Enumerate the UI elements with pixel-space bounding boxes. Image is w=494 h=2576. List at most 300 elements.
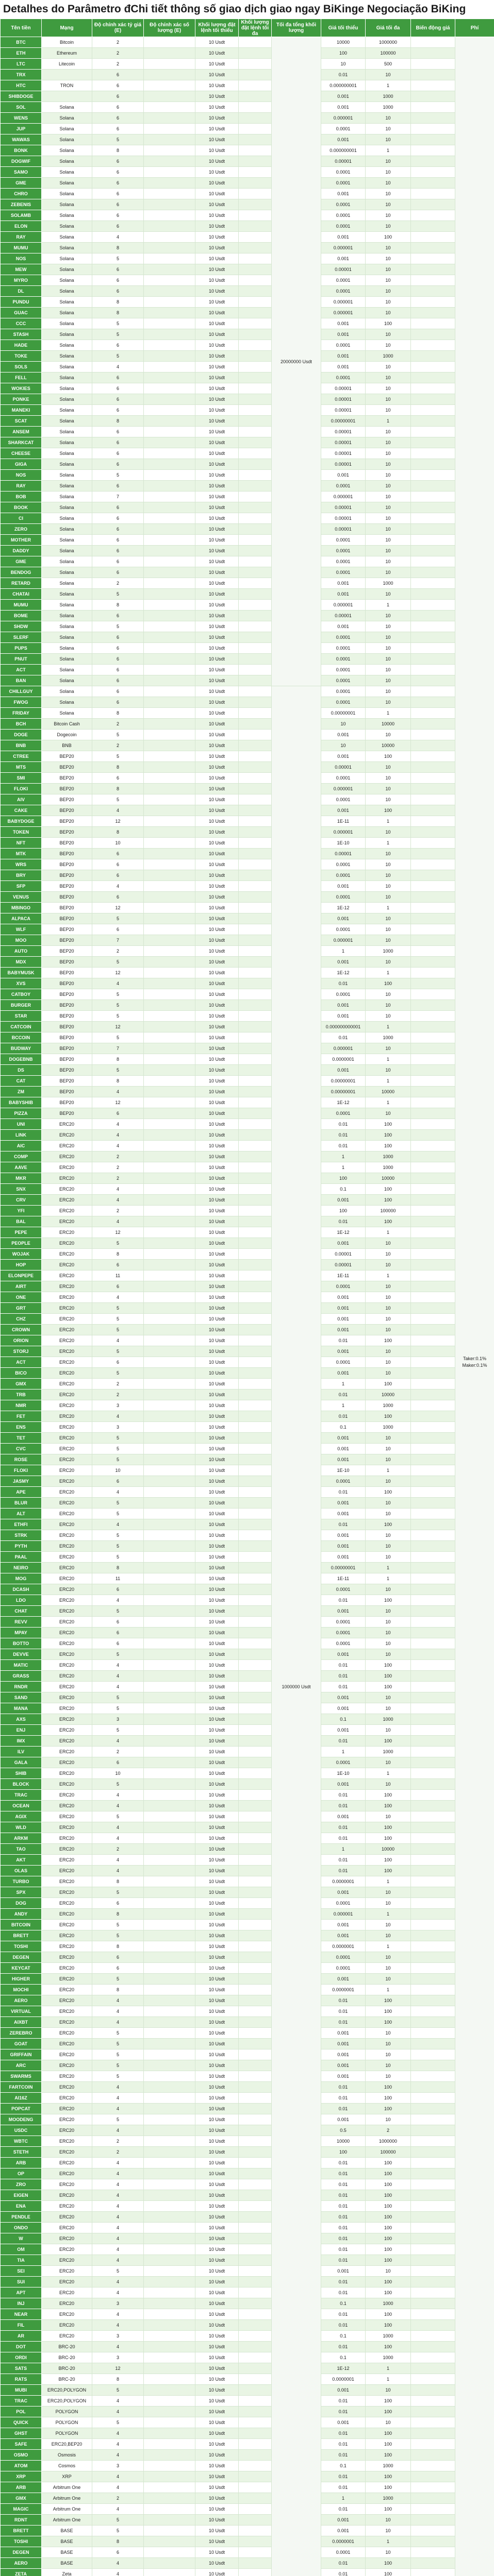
min-price-cell: 0.01 bbox=[321, 2104, 366, 2114]
table-row bbox=[1, 1433, 494, 1444]
table-row bbox=[1, 1887, 494, 1898]
min-order-cell: 10 Usdt bbox=[195, 253, 239, 264]
table-row bbox=[1, 697, 494, 708]
network-cell: BRC-20 bbox=[42, 2374, 92, 2385]
min-price-cell: 0.0000001 bbox=[321, 1941, 366, 1952]
price-precision-cell: 4 bbox=[92, 2342, 144, 2352]
coin-cell: SPX bbox=[1, 1887, 42, 1898]
table-row bbox=[1, 2277, 494, 2287]
max-order-cell bbox=[239, 383, 272, 394]
min-price-cell: 0.01 bbox=[321, 2233, 366, 2244]
price-fluctuation-cell bbox=[411, 1509, 455, 1519]
max-price-cell: 1 bbox=[366, 80, 411, 91]
price-precision-cell: 5 bbox=[92, 589, 144, 600]
min-price-cell: 0.01 bbox=[321, 2439, 366, 2450]
price-fluctuation-cell bbox=[411, 946, 455, 957]
table-row bbox=[1, 2223, 494, 2233]
coin-cell: GUAC bbox=[1, 308, 42, 318]
max-price-cell: 1 bbox=[366, 600, 411, 611]
coin-cell: TOSHI bbox=[1, 1941, 42, 1952]
min-price-cell: 0.1 bbox=[321, 2331, 366, 2342]
min-order-cell: 10 Usdt bbox=[195, 405, 239, 416]
network-cell: POLYGON bbox=[42, 2428, 92, 2439]
min-order-cell: 10 Usdt bbox=[195, 621, 239, 632]
network-cell: ERC20 bbox=[42, 2039, 92, 2049]
price-fluctuation-cell bbox=[411, 1747, 455, 1757]
min-price-cell: 0.00001 bbox=[321, 1260, 366, 1270]
coin-cell: AIC bbox=[1, 1141, 42, 1151]
max-order-cell bbox=[239, 1519, 272, 1530]
min-price-cell: 0.0001 bbox=[321, 286, 366, 297]
quantity-precision-cell bbox=[144, 210, 195, 221]
table-row bbox=[1, 784, 494, 794]
price-precision-cell: 10 bbox=[92, 838, 144, 849]
quantity-precision-cell bbox=[144, 1357, 195, 1368]
network-cell: Solana bbox=[42, 697, 92, 708]
max-price-cell: 1000 bbox=[366, 1162, 411, 1173]
coin-cell: JASMY bbox=[1, 1476, 42, 1487]
table-row bbox=[1, 113, 494, 124]
coin-cell: BRY bbox=[1, 870, 42, 881]
coin-cell: ZEREBRO bbox=[1, 2028, 42, 2039]
table-row bbox=[1, 394, 494, 405]
price-fluctuation-cell bbox=[411, 351, 455, 362]
quantity-precision-cell bbox=[144, 1930, 195, 1941]
coin-cell: OP bbox=[1, 2168, 42, 2179]
table-row bbox=[1, 232, 494, 243]
table-row bbox=[1, 1638, 494, 1649]
price-precision-cell: 4 bbox=[92, 2439, 144, 2450]
max-price-cell: 100 bbox=[366, 2212, 411, 2223]
quantity-precision-cell bbox=[144, 740, 195, 751]
max-price-cell: 1 bbox=[366, 1465, 411, 1476]
table-row bbox=[1, 2406, 494, 2417]
quantity-precision-cell bbox=[144, 665, 195, 675]
coin-cell: FARTCOIN bbox=[1, 2082, 42, 2093]
min-price-cell: 100 bbox=[321, 48, 366, 59]
coin-cell: LDO bbox=[1, 1595, 42, 1606]
price-fluctuation-cell bbox=[411, 145, 455, 156]
price-precision-cell: 2 bbox=[92, 1173, 144, 1184]
min-order-cell: 10 Usdt bbox=[195, 2352, 239, 2363]
price-precision-cell: 6 bbox=[92, 286, 144, 297]
min-order-cell: 10 Usdt bbox=[195, 1151, 239, 1162]
table-row bbox=[1, 1411, 494, 1422]
quantity-precision-cell bbox=[144, 2082, 195, 2093]
price-fluctuation-cell bbox=[411, 1563, 455, 1573]
quantity-precision-cell bbox=[144, 1270, 195, 1281]
table-header-row bbox=[1, 19, 494, 37]
price-precision-cell: 5 bbox=[92, 1433, 144, 1444]
price-precision-cell: 4 bbox=[92, 1119, 144, 1130]
price-fluctuation-cell bbox=[411, 924, 455, 935]
quantity-precision-cell bbox=[144, 416, 195, 427]
max-order-cell bbox=[239, 437, 272, 448]
quantity-precision-cell bbox=[144, 2093, 195, 2104]
max-price-cell: 10 bbox=[366, 1530, 411, 1541]
quantity-precision-cell bbox=[144, 1400, 195, 1411]
max-price-cell: 10 bbox=[366, 124, 411, 134]
max-order-cell bbox=[239, 2287, 272, 2298]
min-price-cell: 0.001 bbox=[321, 134, 366, 145]
max-price-cell: 10 bbox=[366, 113, 411, 124]
price-precision-cell: 8 bbox=[92, 145, 144, 156]
table-row bbox=[1, 481, 494, 492]
min-price-cell: 0.001 bbox=[321, 1541, 366, 1552]
max-order-cell bbox=[239, 1876, 272, 1887]
max-order-cell bbox=[239, 2396, 272, 2406]
min-price-cell: 0.001 bbox=[321, 1606, 366, 1617]
price-precision-cell: 5 bbox=[92, 1346, 144, 1357]
table-row bbox=[1, 178, 494, 189]
coin-cell: SOLAMB bbox=[1, 210, 42, 221]
price-precision-cell: 8 bbox=[92, 708, 144, 719]
min-order-cell: 10 Usdt bbox=[195, 1876, 239, 1887]
quantity-precision-cell bbox=[144, 859, 195, 870]
price-precision-cell: 12 bbox=[92, 1227, 144, 1238]
price-precision-cell: 4 bbox=[92, 1660, 144, 1671]
table-row bbox=[1, 416, 494, 427]
table-row bbox=[1, 1022, 494, 1032]
network-cell: Solana bbox=[42, 513, 92, 524]
network-cell: BASE bbox=[42, 2547, 92, 2558]
coin-cell: MTK bbox=[1, 849, 42, 859]
price-fluctuation-cell bbox=[411, 1141, 455, 1151]
max-order-cell bbox=[239, 1703, 272, 1714]
quantity-precision-cell bbox=[144, 1573, 195, 1584]
quantity-precision-cell bbox=[144, 308, 195, 318]
network-cell: Solana bbox=[42, 308, 92, 318]
max-order-cell bbox=[239, 1995, 272, 2006]
min-order-cell: 10 Usdt bbox=[195, 2471, 239, 2482]
coin-cell: FET bbox=[1, 1411, 42, 1422]
min-price-cell: 0.0001 bbox=[321, 1952, 366, 1963]
max-price-cell: 100 bbox=[366, 1682, 411, 1692]
price-precision-cell: 5 bbox=[92, 957, 144, 968]
min-price-cell: 0.000001 bbox=[321, 492, 366, 502]
network-cell: ERC20 bbox=[42, 1779, 92, 1790]
coin-cell: JUP bbox=[1, 124, 42, 134]
min-price-cell: 0.01 bbox=[321, 2428, 366, 2439]
price-fluctuation-cell bbox=[411, 827, 455, 838]
price-fluctuation-cell bbox=[411, 1628, 455, 1638]
min-price-cell: 0.01 bbox=[321, 978, 366, 989]
coin-cell: XRP bbox=[1, 2471, 42, 2482]
quantity-precision-cell bbox=[144, 2298, 195, 2309]
price-fluctuation-cell bbox=[411, 1920, 455, 1930]
quantity-precision-cell bbox=[144, 427, 195, 437]
max-price-cell: 100 bbox=[366, 2569, 411, 2576]
quantity-precision-cell bbox=[144, 600, 195, 611]
max-order-cell bbox=[239, 1011, 272, 1022]
network-cell: BEP20 bbox=[42, 892, 92, 903]
network-cell: Litecoin bbox=[42, 59, 92, 70]
quantity-precision-cell bbox=[144, 1260, 195, 1270]
max-order-cell bbox=[239, 2374, 272, 2385]
table-row bbox=[1, 2342, 494, 2352]
min-order-cell: 10 Usdt bbox=[195, 2125, 239, 2136]
min-order-cell: 10 Usdt bbox=[195, 2114, 239, 2125]
min-order-cell: 10 Usdt bbox=[195, 2363, 239, 2374]
quantity-precision-cell bbox=[144, 827, 195, 838]
network-cell: BEP20 bbox=[42, 968, 92, 978]
price-precision-cell: 6 bbox=[92, 124, 144, 134]
min-order-cell: 10 Usdt bbox=[195, 1909, 239, 1920]
network-cell: ERC20 bbox=[42, 2104, 92, 2114]
table-row bbox=[1, 1985, 494, 1995]
max-order-cell bbox=[239, 1638, 272, 1649]
coin-cell: DL bbox=[1, 286, 42, 297]
min-price-cell: 0.01 bbox=[321, 2190, 366, 2201]
price-precision-cell: 4 bbox=[92, 1995, 144, 2006]
min-order-cell: 10 Usdt bbox=[195, 37, 239, 48]
min-order-cell: 10 Usdt bbox=[195, 481, 239, 492]
table-row bbox=[1, 2461, 494, 2471]
max-order-cell bbox=[239, 189, 272, 199]
min-price-cell: 0.01 bbox=[321, 70, 366, 80]
max-price-cell: 10 bbox=[366, 275, 411, 286]
min-price-cell: 0.01 bbox=[321, 2158, 366, 2168]
price-precision-cell: 5 bbox=[92, 1811, 144, 1822]
table-row bbox=[1, 1530, 494, 1541]
table-row bbox=[1, 286, 494, 297]
network-cell: ERC20 bbox=[42, 2201, 92, 2212]
table-row bbox=[1, 405, 494, 416]
price-precision-cell: 4 bbox=[92, 2104, 144, 2114]
coin-cell: SCAT bbox=[1, 416, 42, 427]
price-fluctuation-cell bbox=[411, 1454, 455, 1465]
table-row bbox=[1, 1995, 494, 2006]
min-price-cell: 0.0001 bbox=[321, 989, 366, 1000]
network-cell: BEP20 bbox=[42, 838, 92, 849]
min-order-cell: 10 Usdt bbox=[195, 1454, 239, 1465]
max-price-cell: 10 bbox=[366, 1292, 411, 1303]
price-precision-cell: 10 bbox=[92, 1465, 144, 1476]
network-cell: BEP20 bbox=[42, 957, 92, 968]
price-precision-cell: 3 bbox=[92, 1400, 144, 1411]
max-price-cell: 100 bbox=[366, 2287, 411, 2298]
min-price-cell: 0.001 bbox=[321, 578, 366, 589]
table-row bbox=[1, 437, 494, 448]
network-cell: ERC20 bbox=[42, 2309, 92, 2320]
column-header: Tối đa tổng khối lượng bbox=[272, 19, 321, 37]
price-fluctuation-cell bbox=[411, 448, 455, 459]
price-precision-cell: 8 bbox=[92, 416, 144, 427]
network-cell: ERC20 bbox=[42, 1411, 92, 1422]
max-price-cell: 10 bbox=[366, 178, 411, 189]
table-row bbox=[1, 2093, 494, 2104]
max-order-cell bbox=[239, 1833, 272, 1844]
column-header: Giá tối đa bbox=[366, 19, 411, 37]
price-fluctuation-cell bbox=[411, 1206, 455, 1216]
quantity-precision-cell bbox=[144, 2233, 195, 2244]
network-cell: ERC20 bbox=[42, 1660, 92, 1671]
max-order-cell bbox=[239, 589, 272, 600]
column-header: Tên tiền bbox=[1, 19, 42, 37]
quantity-precision-cell bbox=[144, 1757, 195, 1768]
quantity-precision-cell bbox=[144, 1790, 195, 1801]
min-order-cell: 10 Usdt bbox=[195, 1649, 239, 1660]
price-fluctuation-cell bbox=[411, 903, 455, 913]
min-order-cell: 10 Usdt bbox=[195, 2082, 239, 2093]
coin-cell: MOTHER bbox=[1, 535, 42, 546]
min-order-cell: 10 Usdt bbox=[195, 2201, 239, 2212]
max-price-cell: 1 bbox=[366, 1022, 411, 1032]
network-cell: BEP20 bbox=[42, 989, 92, 1000]
table-row bbox=[1, 1151, 494, 1162]
table-row bbox=[1, 805, 494, 816]
min-price-cell: 0.001 bbox=[321, 957, 366, 968]
min-price-cell: 0.000000001 bbox=[321, 80, 366, 91]
table-row bbox=[1, 1671, 494, 1682]
max-price-cell: 10 bbox=[366, 686, 411, 697]
max-order-cell bbox=[239, 91, 272, 102]
price-precision-cell: 4 bbox=[92, 1487, 144, 1498]
price-precision-cell: 2 bbox=[92, 59, 144, 70]
min-price-cell: 0.0000001 bbox=[321, 1985, 366, 1995]
min-price-cell: 0.01 bbox=[321, 2082, 366, 2093]
price-fluctuation-cell bbox=[411, 1368, 455, 1379]
min-order-cell: 10 Usdt bbox=[195, 189, 239, 199]
max-order-cell bbox=[239, 546, 272, 556]
network-cell: Solana bbox=[42, 470, 92, 481]
min-order-cell: 10 Usdt bbox=[195, 978, 239, 989]
network-cell: Solana bbox=[42, 589, 92, 600]
min-order-cell: 10 Usdt bbox=[195, 2049, 239, 2060]
price-precision-cell: 4 bbox=[92, 1519, 144, 1530]
price-fluctuation-cell bbox=[411, 102, 455, 113]
min-order-cell: 10 Usdt bbox=[195, 1184, 239, 1195]
min-order-cell: 10 Usdt bbox=[195, 1162, 239, 1173]
max-price-cell: 10 bbox=[366, 492, 411, 502]
quantity-precision-cell bbox=[144, 2104, 195, 2114]
coin-cell: TAO bbox=[1, 1844, 42, 1855]
max-order-cell bbox=[239, 892, 272, 903]
quantity-precision-cell bbox=[144, 80, 195, 91]
price-precision-cell: 4 bbox=[92, 2396, 144, 2406]
max-order-cell bbox=[239, 1779, 272, 1790]
min-price-cell: 0.001 bbox=[321, 1649, 366, 1660]
network-cell: ERC20 bbox=[42, 1379, 92, 1389]
min-price-cell: 0.0001 bbox=[321, 535, 366, 546]
min-price-cell: 0.00001 bbox=[321, 762, 366, 773]
table-row bbox=[1, 1930, 494, 1941]
price-precision-cell: 4 bbox=[92, 1184, 144, 1195]
price-fluctuation-cell bbox=[411, 2049, 455, 2060]
network-cell: ERC20 bbox=[42, 1573, 92, 1584]
network-cell: POLYGON bbox=[42, 2406, 92, 2417]
min-order-cell: 10 Usdt bbox=[195, 1671, 239, 1682]
max-price-cell: 100 bbox=[366, 1736, 411, 1747]
max-order-cell bbox=[239, 903, 272, 913]
max-order-cell bbox=[239, 2125, 272, 2136]
price-fluctuation-cell bbox=[411, 2277, 455, 2287]
table-row bbox=[1, 611, 494, 621]
min-price-cell: 0.0001 bbox=[321, 178, 366, 189]
quantity-precision-cell bbox=[144, 2114, 195, 2125]
network-cell: ERC20 bbox=[42, 1346, 92, 1357]
coin-cell: NEIRO bbox=[1, 1563, 42, 1573]
min-order-cell: 10 Usdt bbox=[195, 2536, 239, 2547]
max-order-cell bbox=[239, 70, 272, 80]
quantity-precision-cell bbox=[144, 351, 195, 362]
table-row bbox=[1, 1844, 494, 1855]
max-order-cell bbox=[239, 2136, 272, 2147]
quantity-precision-cell bbox=[144, 91, 195, 102]
price-precision-cell: 5 bbox=[92, 1974, 144, 1985]
network-cell: ERC20 bbox=[42, 1509, 92, 1519]
quantity-precision-cell bbox=[144, 1628, 195, 1638]
max-price-cell: 100 bbox=[366, 2104, 411, 2114]
max-order-cell bbox=[239, 1173, 272, 1184]
min-price-cell: 0.001 bbox=[321, 1703, 366, 1714]
quantity-precision-cell bbox=[144, 1216, 195, 1227]
price-precision-cell: 4 bbox=[92, 2190, 144, 2201]
network-cell: ERC20 bbox=[42, 2190, 92, 2201]
quantity-precision-cell bbox=[144, 1227, 195, 1238]
price-precision-cell: 2 bbox=[92, 740, 144, 751]
min-order-cell: 10 Usdt bbox=[195, 1833, 239, 1844]
quantity-precision-cell bbox=[144, 1151, 195, 1162]
max-price-cell: 10 bbox=[366, 567, 411, 578]
price-fluctuation-cell bbox=[411, 1389, 455, 1400]
coin-cell: BAN bbox=[1, 675, 42, 686]
min-price-cell: 0.001 bbox=[321, 730, 366, 740]
price-fluctuation-cell bbox=[411, 1184, 455, 1195]
max-order-cell bbox=[239, 1617, 272, 1628]
max-price-cell: 10 bbox=[366, 589, 411, 600]
network-cell: Solana bbox=[42, 189, 92, 199]
network-cell: ERC20 bbox=[42, 1768, 92, 1779]
min-price-cell: 0.01 bbox=[321, 2558, 366, 2569]
min-order-cell: 10 Usdt bbox=[195, 1303, 239, 1314]
min-price-cell: 0.001 bbox=[321, 913, 366, 924]
network-cell: ERC20 bbox=[42, 1303, 92, 1314]
min-order-cell: 10 Usdt bbox=[195, 859, 239, 870]
quantity-precision-cell bbox=[144, 1141, 195, 1151]
max-order-cell bbox=[239, 1552, 272, 1563]
price-fluctuation-cell bbox=[411, 113, 455, 124]
max-price-cell: 10 bbox=[366, 849, 411, 859]
quantity-precision-cell bbox=[144, 1173, 195, 1184]
max-order-cell bbox=[239, 1216, 272, 1227]
min-order-cell: 10 Usdt bbox=[195, 2374, 239, 2385]
network-cell: ERC20 bbox=[42, 1433, 92, 1444]
min-price-cell: 0.001 bbox=[321, 1509, 366, 1519]
coin-cell: BOOK bbox=[1, 502, 42, 513]
quantity-precision-cell bbox=[144, 2244, 195, 2255]
max-price-cell: 100 bbox=[366, 1119, 411, 1130]
min-price-cell: 0.0001 bbox=[321, 924, 366, 935]
max-order-cell bbox=[239, 1389, 272, 1400]
network-cell: Solana bbox=[42, 243, 92, 253]
quantity-precision-cell bbox=[144, 1325, 195, 1335]
table-row bbox=[1, 913, 494, 924]
price-fluctuation-cell bbox=[411, 1638, 455, 1649]
coin-cell: GMX bbox=[1, 2493, 42, 2504]
quantity-precision-cell bbox=[144, 1119, 195, 1130]
max-price-cell: 100 bbox=[366, 2471, 411, 2482]
network-cell: Solana bbox=[42, 134, 92, 145]
min-price-cell: 1 bbox=[321, 1379, 366, 1389]
max-price-cell: 10 bbox=[366, 1898, 411, 1909]
max-price-cell: 1 bbox=[366, 968, 411, 978]
network-cell: Solana bbox=[42, 459, 92, 470]
min-price-cell: 0.0001 bbox=[321, 1108, 366, 1119]
coin-cell: NMR bbox=[1, 1400, 42, 1411]
price-fluctuation-cell bbox=[411, 968, 455, 978]
network-cell: ERC20 bbox=[42, 1389, 92, 1400]
